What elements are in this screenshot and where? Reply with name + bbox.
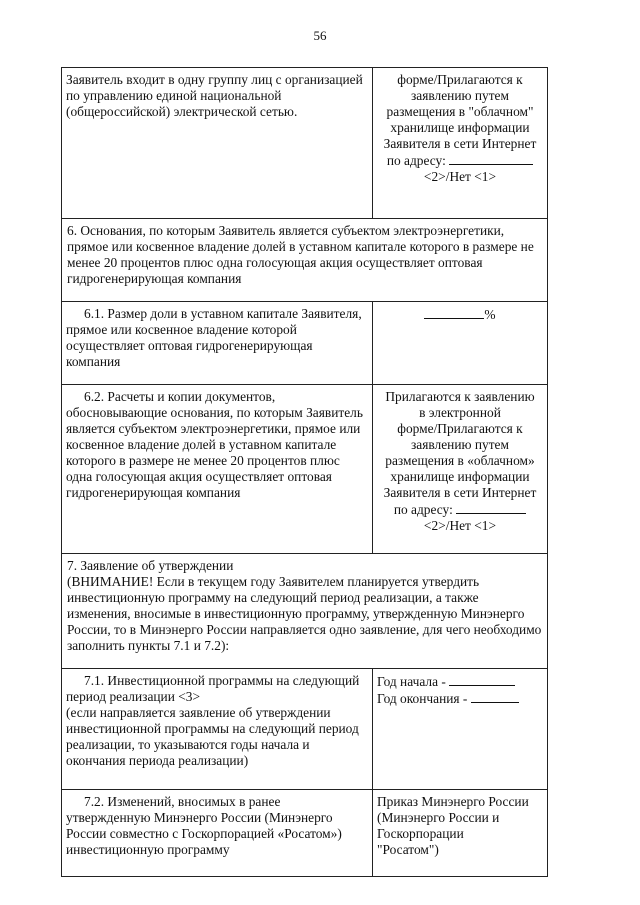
attachment-text: Заявителя в сети Интернет	[383, 485, 537, 500]
group-membership-cell	[62, 68, 373, 219]
item-7-2-text: 7.2. Изменений, вносимых в ранее утвержденную Минэнерго России (Минэнерго России совместно с Госкорпорацией «Росатом») инвестиционную программу	[66, 794, 342, 857]
footnote-choice: <2>/Нет <1>	[423, 518, 497, 533]
start-year-label: Год начала -	[377, 674, 446, 689]
table-row	[62, 302, 548, 385]
address-blank[interactable]	[456, 501, 526, 514]
footnote-choice: <2>/Нет <1>	[423, 169, 497, 184]
end-year-label: Год окончания -	[377, 691, 468, 706]
item-6-1-cell	[62, 302, 373, 385]
address-label: по адресу:	[393, 502, 453, 517]
section-7-notice: (ВНИМАНИЕ! Если в текущем году Заявителем планируется утвердить инвестиционную программу на следующий период реализации, а также изменения, вносимые в инвестиционную программу, утвержденную Минэнерго России, то в Минэнерго России направляется одно заявление, для чего необходимо заполнить пункты 7.1 и 7.2):	[67, 574, 542, 653]
item-6-2-attachment-cell	[373, 385, 548, 554]
attachment-text: форме/Прилагаются к	[397, 421, 523, 436]
section-6-heading-cell	[62, 219, 548, 302]
address-blank[interactable]	[449, 152, 533, 165]
section-6-heading: 6. Основания, по которым Заявитель является субъектом электроэнергетики, прямое или косвенное владение долей в уставном капитале которого в размере не менее 20 процентов плюс одна голосующая акция осуществляет оптовая гидрогенерирующая компания	[67, 223, 534, 286]
item-6-2-cell	[62, 385, 373, 554]
address-label: по адресу:	[386, 153, 446, 168]
group-membership-text: Заявитель входит в одну группу лиц с организацией по управлению единой национальной (общероссийской) электрической сетью.	[66, 72, 363, 119]
item-6-1-text: 6.1. Размер доли в уставном капитале Заявителя, прямое или косвенное владение которой осуществляет оптовая гидрогенерирующая компания	[66, 306, 362, 369]
attachment-text: размещения в "облачном"	[386, 104, 534, 119]
item-7-1-years-cell	[373, 669, 548, 790]
attachment-text: заявлению путем	[411, 88, 509, 103]
table-row	[62, 385, 548, 554]
page-number: 56	[313, 28, 327, 43]
group-membership-attachment-cell	[373, 68, 548, 219]
attachment-text: хранилище информации	[390, 469, 530, 484]
attachment-text: размещения в «облачном»	[385, 453, 535, 468]
item-7-1-cell	[62, 669, 373, 790]
end-year-blank[interactable]	[471, 690, 519, 703]
table-row	[62, 669, 548, 790]
item-7-2-cell	[62, 790, 373, 877]
item-6-2-text: 6.2. Расчеты и копии документов, обосновывающие основания, по которым Заявитель является субъектом электроэнергетики, прямое или косвенное владение долей в уставном капитале которого в размере не менее 20 процентов плюс одна голосующая акция осуществляет оптовая гидрогенерирующая компания	[66, 389, 363, 500]
order-text: Госкорпорации	[377, 826, 464, 841]
section-7-title: 7. Заявление об утверждении	[67, 558, 234, 573]
item-7-1-note: (если направляется заявление об утверждении инвестиционной программы на следующий период реализации, то указываются годы начала и окончания периода реализации)	[66, 705, 359, 768]
table-row	[62, 68, 548, 219]
table-row	[62, 554, 548, 669]
table-row	[62, 219, 548, 302]
attachment-text: Прилагаются к заявлению	[385, 389, 535, 404]
attachment-text: Заявителя в сети Интернет	[383, 136, 537, 151]
item-7-2-order-cell	[373, 790, 548, 877]
attachment-text: форме/Прилагаются к	[397, 72, 523, 87]
share-percent-blank[interactable]	[424, 306, 484, 319]
attachment-text: хранилище информации	[390, 120, 530, 135]
application-form-table	[61, 67, 548, 877]
attachment-text: заявлению путем	[411, 437, 509, 452]
item-6-1-value-cell	[373, 302, 548, 385]
order-text: Приказ Минэнерго России	[377, 794, 529, 809]
percent-sign: %	[484, 307, 496, 322]
attachment-text: в электронной	[419, 405, 501, 420]
start-year-blank[interactable]	[449, 673, 515, 686]
table-row	[62, 790, 548, 877]
section-7-heading-cell	[62, 554, 548, 669]
item-7-1-title: 7.1. Инвестиционной программы на следующий период реализации <3>	[66, 673, 360, 704]
order-text: "Росатом")	[377, 842, 439, 857]
order-text: (Минэнерго России и	[377, 810, 500, 825]
